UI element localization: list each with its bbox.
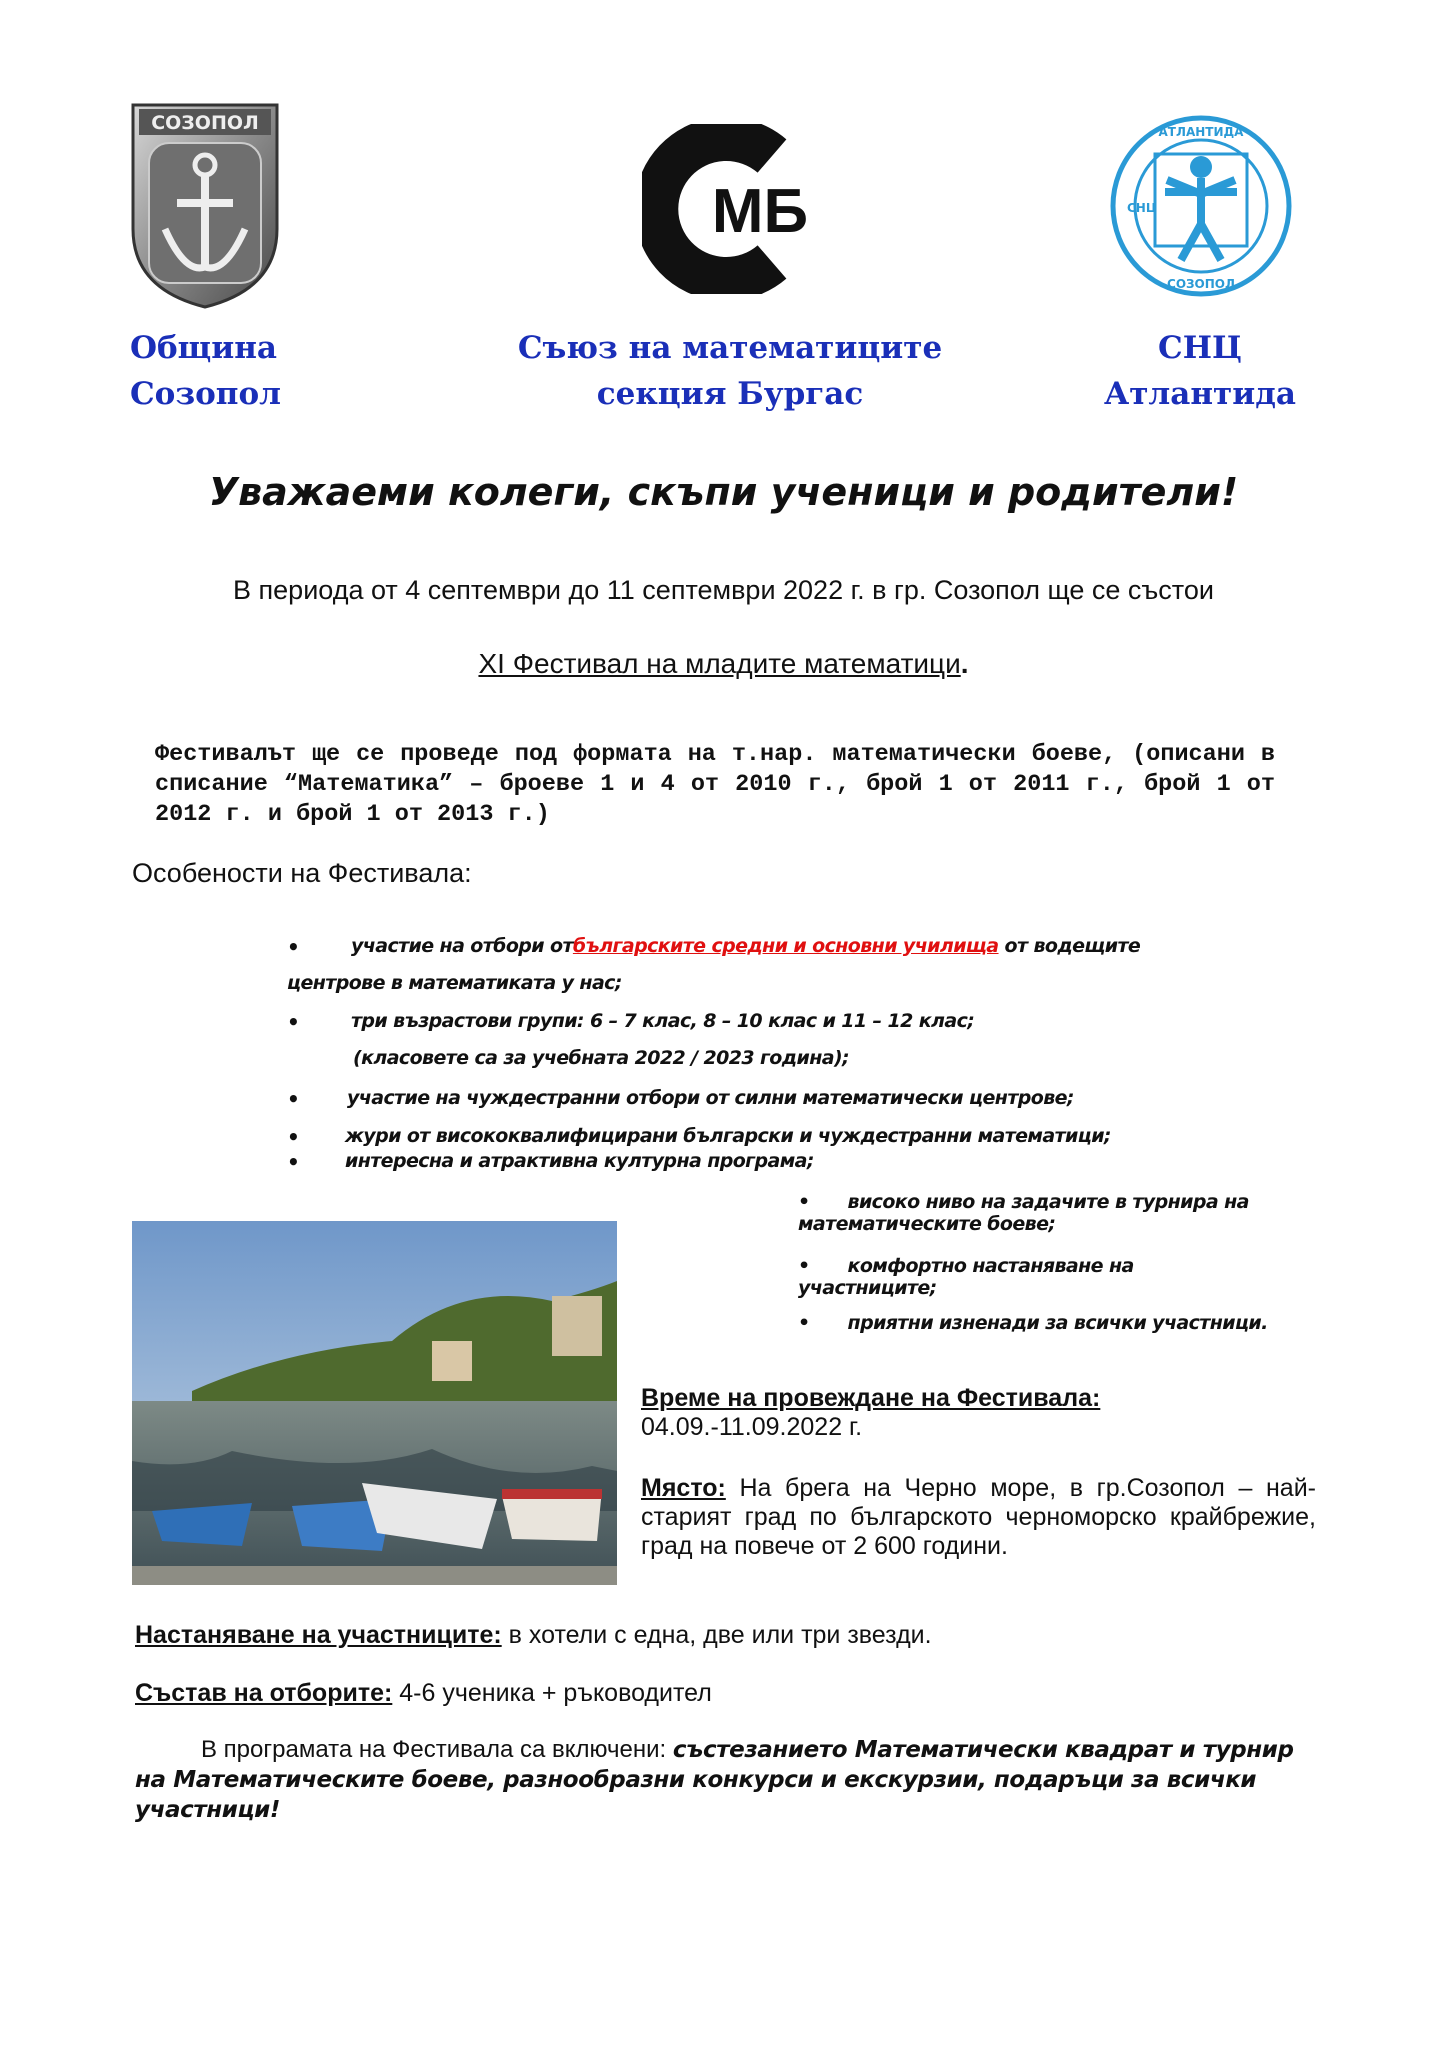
org-math-union: [480, 325, 980, 417]
accommodation-label: Настаняване на участниците:: [135, 1621, 502, 1649]
feature-item-cont: (класовете са за учебната 2022 / 2023 година);: [353, 1047, 850, 1069]
feature-text: комфортно настаняване на: [847, 1255, 1134, 1277]
festival-place: [641, 1474, 1316, 1561]
intro-text: В периода от 4 септември до 11 септември 2022 г. в гр. Созопол ще се състои: [233, 575, 1214, 605]
festival-period: .: [960, 648, 969, 679]
accommodation: [135, 1621, 932, 1650]
format-paragraph: Фестивалът ще се проведе под формата на т.нар. математически боеве, (описани в списание “Математика” – броеве 1 и 4 от 2010 г., брой 1 от 2011 г., брой 1 от 2012 г. и брой 1 от 2013 г.): [155, 741, 1275, 828]
teams-composition: [135, 1679, 712, 1708]
org-name-line: Атлантида: [1103, 376, 1297, 412]
feature-text: участие на чуждестранни отбори от силни математически центрове;: [347, 1087, 1074, 1109]
atlantida-logo: [1105, 112, 1297, 300]
org-name-line: Созопол: [130, 376, 282, 412]
org-municipality: [130, 325, 281, 417]
org-name-line: Съюз на математиците: [517, 330, 943, 366]
teams-value: 4-6 ученика + ръководител: [399, 1679, 712, 1707]
features-title: Особености на Фестивала:: [132, 858, 472, 888]
program-emphasis: състезанието Математически квадрат и турнир на Математическите боеве, разнообразни конкурси и екскурзии, подаръци за всички участници!: [135, 1737, 1294, 1823]
bullet-icon: •: [798, 1255, 810, 1277]
org-name-line: СНЦ: [1158, 330, 1242, 366]
greeting-heading: Уважаеми колеги, скъпи ученици и родители!: [208, 470, 1239, 514]
svg-text:СНЦ: СНЦ: [1127, 201, 1157, 215]
feature-text: три възрастови групи: 6 – 7 клас, 8 – 10 клас и 11 – 12 клас;: [351, 1010, 975, 1032]
feature-item: [287, 935, 1287, 957]
org-name-line: секция Бургас: [596, 376, 864, 412]
smb-logo: [642, 124, 817, 294]
bullet-icon: •: [287, 1010, 300, 1034]
feature-text: математическите боеве;: [798, 1213, 1056, 1235]
feature-text: интересна и атрактивна културна програма;: [345, 1150, 814, 1172]
bullet-icon: •: [287, 1087, 300, 1111]
svg-text:АТЛАНТИДА: АТЛАНТИДА: [1158, 125, 1244, 139]
bullet-icon: •: [287, 935, 300, 959]
accommodation-value: в хотели с една, две или три звезди.: [508, 1621, 932, 1649]
feature-item: [287, 1010, 1287, 1032]
festival-title: [0, 648, 1447, 680]
feature-text: от водещите: [998, 935, 1141, 957]
program-paragraph: [135, 1735, 1318, 1825]
schools-link[interactable]: българските средни и основни училища: [572, 935, 999, 957]
bullet-icon: •: [287, 1125, 300, 1149]
program-intro: В програмата на Фестивала са включени:: [201, 1736, 673, 1763]
feature-item: [798, 1312, 1358, 1334]
feature-item: [287, 1125, 1287, 1147]
feature-item: [287, 1150, 1287, 1172]
place-value: На брега на Черно море, в гр.Созопол – най-старият град по българското черноморско крайбрежие, град на повече от 2 600 години.: [641, 1474, 1316, 1560]
org-atlantida: [1100, 325, 1300, 417]
teams-label: Състав на отборите:: [135, 1679, 393, 1707]
feature-text: високо ниво на задачите в турнира на: [847, 1191, 1249, 1213]
org-name-line: Община: [130, 330, 277, 366]
time-label: Време на провеждане на Фестивала:: [641, 1384, 1101, 1412]
bullet-icon: •: [287, 1150, 300, 1174]
svg-text:СОЗОПОЛ: СОЗОПОЛ: [1167, 277, 1235, 291]
feature-text: жури от висококвалифицирани български и чуждестранни математици;: [345, 1125, 1111, 1147]
festival-time: [641, 1384, 1321, 1442]
feature-item: [287, 1087, 1287, 1109]
time-value: 04.09.-11.09.2022 г.: [641, 1413, 863, 1441]
bullet-icon: •: [798, 1312, 810, 1334]
feature-item: [798, 1191, 1338, 1235]
feature-item-cont: центрове в математиката у нас;: [287, 972, 622, 994]
sozopol-harbor-photo: [132, 1221, 617, 1585]
feature-text: участниците;: [798, 1277, 937, 1299]
svg-text:СОЗОПОЛ: СОЗОПОЛ: [151, 112, 259, 134]
feature-text: приятни изненади за всички участници.: [847, 1312, 1268, 1334]
svg-text:МБ: МБ: [711, 177, 809, 246]
bullet-icon: •: [798, 1191, 810, 1213]
festival-name: XI Фестивал на младите математици: [478, 648, 961, 679]
feature-text: участие на отбори от: [351, 935, 573, 957]
place-label: Място:: [641, 1474, 726, 1502]
sozopol-coat-of-arms-logo: [125, 99, 285, 311]
feature-item: [798, 1255, 1338, 1299]
